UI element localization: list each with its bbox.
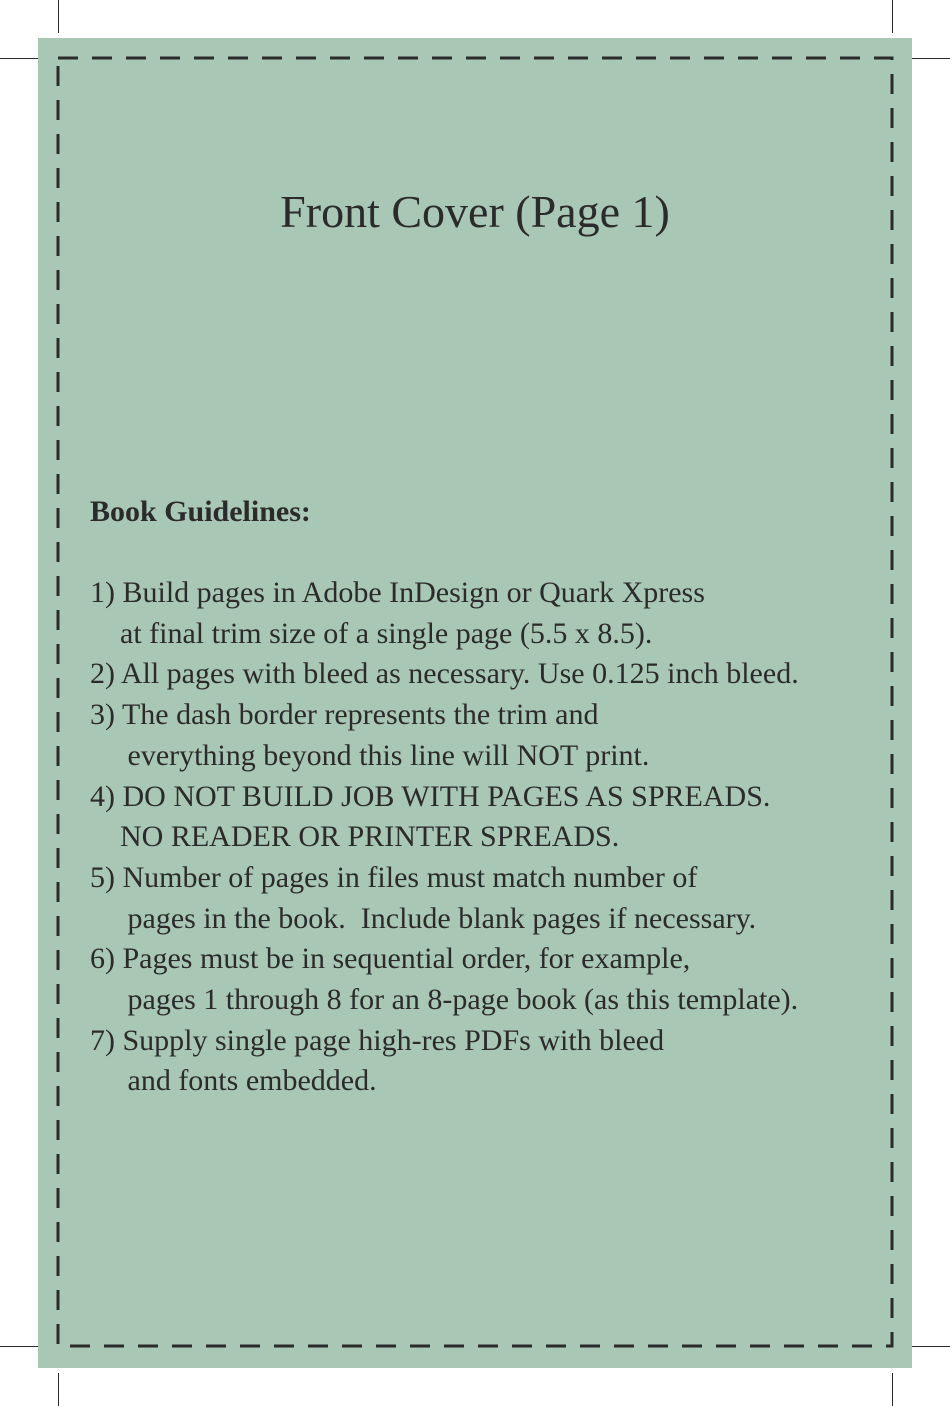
- guideline-line: NO READER OR PRINTER SPREADS.: [90, 820, 620, 854]
- guideline-line: pages in the book. Include blank pages if necessary.: [90, 901, 757, 935]
- guideline-item: [90, 858, 890, 939]
- guideline-item: [90, 1021, 890, 1102]
- guidelines-heading: Book Guidelines:: [90, 495, 311, 528]
- guideline-line: 7) Supply single page high-res PDFs with bleed: [90, 1023, 665, 1057]
- guideline-line: at final trim size of a single page (5.5 x 8.5).: [90, 616, 653, 650]
- guideline-line: 4) DO NOT BUILD JOB WITH PAGES AS SPREADS.: [90, 779, 771, 813]
- guideline-item: [90, 573, 890, 654]
- guideline-line: 6) Pages must be in sequential order, for example,: [90, 942, 691, 976]
- guideline-line: pages 1 through 8 for an 8-page book (as this template).: [90, 983, 799, 1017]
- guideline-item: [90, 939, 890, 1020]
- guideline-item: [90, 777, 890, 858]
- guideline-line: 5) Number of pages in files must match number of: [90, 860, 698, 894]
- crop-mark-bottom-left: [58, 1373, 59, 1406]
- crop-mark-bottom-right: [892, 1373, 893, 1406]
- guideline-item: [90, 695, 890, 776]
- guideline-item: [90, 654, 890, 695]
- guideline-line: 1) Build pages in Adobe InDesign or Quark Xpress: [90, 576, 705, 609]
- guideline-line: everything beyond this line will NOT print.: [90, 738, 650, 772]
- guideline-line: 3) The dash border represents the trim and: [90, 698, 599, 732]
- page-title: Front Cover (Page 1): [280, 186, 670, 237]
- crop-mark-top-left: [58, 0, 59, 33]
- guideline-line: and fonts embedded.: [90, 1064, 377, 1098]
- crop-mark-right-bottom: [912, 1346, 950, 1347]
- crop-mark-top-right: [892, 0, 893, 33]
- crop-mark-left-top: [0, 58, 38, 59]
- crop-mark-left-bottom: [0, 1346, 38, 1347]
- crop-mark-right-top: [912, 58, 950, 59]
- guideline-line: 2) All pages with bleed as necessary. Use 0.125 inch bleed.: [90, 657, 799, 691]
- guidelines-list: [90, 573, 890, 1102]
